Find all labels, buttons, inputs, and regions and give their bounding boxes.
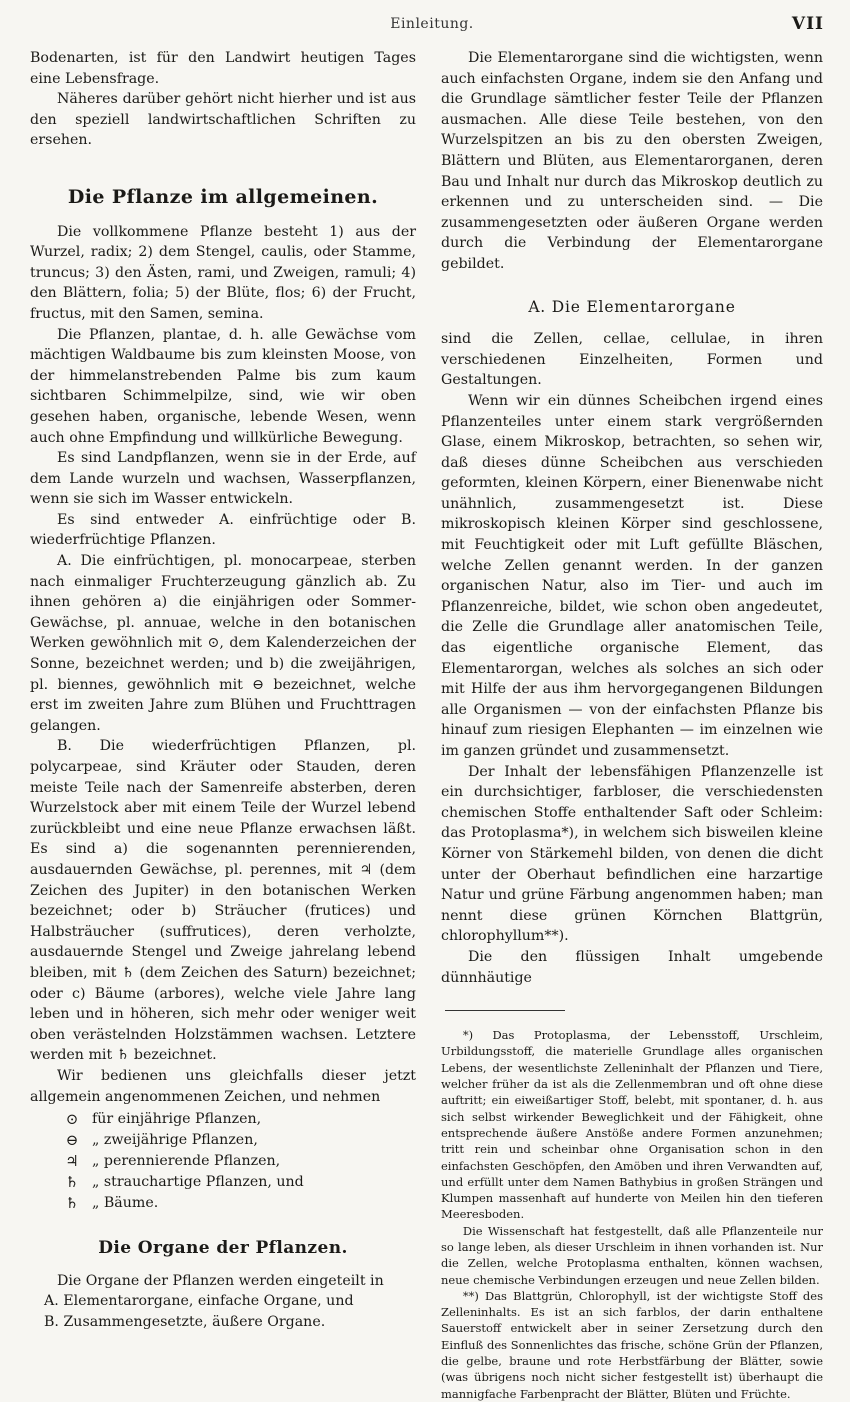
biennial-symbol-icon: ⊖ <box>65 1131 79 1150</box>
body-paragraph: Die vollkommene Pflanze besteht 1) aus der Wurzel, radix; 2) dem Stengel, caulis, oder Stamme, truncus; 3) den Ästen, rami, und Zweigen, ramuli; 4) den Blättern, folia; 5) der Blüte, flos; 6) der Frucht, fructus, mit den Samen, semina. <box>30 223 416 322</box>
body-paragraph: sind die Zellen, cellae, cellulae, in ihren verschiedenen Einzelheiten, Formen und Gestaltungen. <box>441 331 823 389</box>
footnote-divider <box>445 1010 565 1011</box>
symbol-row <box>58 1151 416 1172</box>
footnote: Die Wissenschaft hat festgestellt, daß alle Pflanzenteile nur so lange leben, als dieser Urschleim in ihnen vorhanden ist. Nur die Zellen, welche Protoplasma enthalten, können wachsen, neue chemische Verbindungen erzeugen und neue Zellen bilden. <box>441 1223 823 1287</box>
jupiter-symbol-icon: ♃ <box>65 1152 79 1171</box>
body-paragraph: Wenn wir ein dünnes Scheibchen irgend eines Pflanzenteiles unter einem stark vergrößernden Glase, einem Mikroskop, betrachten, so sehen wir, daß dieses dünne Scheibchen aus verschieden geformten, kleinen Körpern, einer Bienenwabe nicht unähnlich, zusammengesetzt ist. Diese mikroskopisch kleinen Körper sind geschlossene, mit Feuchtigkeit oder mit Luft gefüllte Bläschen, welche Zellen genannt werden. In der ganzen organischen Natur, also im Tier- und auch im Pflanzenreiche, bildet, wie schon oben angedeutet, die Zelle die Grundlage aller anatomischen Teile, das eigentliche organische Element, das Elementarorgan, welches als solches an sich oder mit Hilfe der aus ihm hervorgegangenen Bildungen alle Organismen — von der einfachsten Pflanze bis hinauf zum riesigen Elephanten — im einzelnen wie im ganzen gründet und zusammensetzt. <box>441 392 823 759</box>
left-column <box>30 48 416 1333</box>
symbol-label: „ zweijährige Pflanzen, <box>92 1132 258 1149</box>
symbol-label: für einjährige Pflanzen, <box>92 1111 262 1128</box>
page-number: VII <box>791 14 824 34</box>
intro-paragraph: Bodenarten, ist für den Landwirt heutigen Tages eine Lebensfrage. <box>30 50 416 87</box>
symbol-row <box>58 1193 416 1214</box>
symbol-label: „ perennierende Pflanzen, <box>92 1153 281 1170</box>
symbol-row <box>58 1172 416 1193</box>
right-column <box>441 48 823 1402</box>
organ-list-item: B. Zusammengesetzte, äußere Organe. <box>44 1314 326 1331</box>
symbol-row <box>58 1109 416 1130</box>
intro-paragraph: Die Elementarorgane sind die wichtigsten, wenn auch einfachsten Organe, indem sie den Anfang und die Grundlage sämtlicher fester Teile der Pflanzen ausmachen. Alle diese Teile bestehen, von den Wurzelspitzen an bis zu den obersten Zweigen, Blättern und Blüten, aus Elementarorganen, deren Bau und Inhalt nur durch das Mikroskop deutlich zu erkennen und zu unterscheiden sind. — Die zusammengesetzten oder äußeren Organe werden durch die Verbindung der Elementarorgane gebildet. <box>441 50 823 272</box>
symbol-label: „ Bäume. <box>92 1195 159 1212</box>
body-paragraph: B. Die wiederfrüchtigen Pflanzen, pl. polycarpeae, sind Kräuter oder Stauden, deren meiste Teile nach der Samenreife absterben, deren Wurzelstock aber mit einem Teile der Wurzel lebend zurückbleibt und eine neue Pflanze erwachsen läßt. Es sind a) die sogenannten perennierenden, ausdauernden Gewächse, pl. perennes, mit ♃ (dem Zeichen des Jupiter) in den botanischen Werken bezeichnet; oder b) Sträucher (frutices) und Halbsträucher (suffrutices), deren verholzte, ausdauernde Stengel und Zweige jahrelang lebend bleiben, mit ♄ (dem Zeichen des Saturn) bezeichnet; oder c) Bäume (arbores), welche viele Jahre lang leben und in höheren, sich mehr oder weniger weit oben verästelnden Holzstämmen wachsen. Letztere werden mit ♄ bezeichnet. <box>30 738 416 1064</box>
body-paragraph: Es sind Landpflanzen, wenn sie in der Erde, auf dem Lande wurzeln und wachsen, Wasserpflanzen, wenn sie sich im Wasser entwickeln. <box>30 450 416 508</box>
section-heading-organs: Die Organe der Pflanzen. <box>98 1238 348 1259</box>
body-paragraph: Die den flüssigen Inhalt umgebende dünnhäutige <box>441 948 823 986</box>
body-paragraph: Es sind entweder A. einfrüchtige oder B. wiederfrüchtige Pflanzen. <box>30 511 416 549</box>
body-paragraph: A. Die einfrüchtigen, pl. monocarpeae, sterben nach einmaliger Fruchterzeugung gänzlich ab. Zu ihnen gehören a) die einjährigen oder Sommer-Gewächse, pl. annuae, welche in den botanischen Werken gewöhnlich mit ⊙, dem Kalenderzeichen der Sonne, bezeichnet werden; und b) die zweijährigen, pl. biennes, gewöhnlich mit ⊖ bezeichnet, welche erst im zweiten Jahre zum Blühen und Fruchttragen gelangen. <box>30 553 416 734</box>
section-heading-plant-general: Die Pflanze im allgemeinen. <box>67 185 379 208</box>
footnote: **) Das Blattgrün, Chlorophyll, ist der wichtigste Stoff des Zelleninhalts. Es ist an sich farblos, der darin enthaltene Sauerstoff entwickelt aber in seiner Zersetzung durch den Einfluß des Sonnenlichtes das frische, schöne Grün der Pflanzen, die gelbe, braune und rote Herbstfärbung der Blätter, sowie (was übrigens noch nicht sicher festgestellt ist) überhaupt die mannigfache Farbenpracht der Blätter, Blüten und Früchte. <box>441 1288 823 1401</box>
footnote: *) Das Protoplasma, der Lebensstoff, Urschleim, Urbildungsstoff, die materielle Grundlage alles organischen Lebens, der wesentlichste Zelleninhalt der Pflanzen und Tiere, welcher früher da ist als die Zellenmembran und oft ohne diese auftritt; ein eiweißartiger Stoff, belebt, mit spontaner, d. h. aus sich selbst wirkender Beweglichkeit und der Fähigkeit, ohne entsprechende äußere Anstöße andere Formen anzunehmen; tritt rein und scheinbar ohne Organisation schon in den einfachsten Geschöpfen, den Amöben und ihren Verwandten auf, und erfüllt unter dem Namen Bathybius in großen Strängen und Klumpen massenhaft auf hunderte von Meilen hin den tieferen Meeresboden. <box>441 1028 823 1222</box>
saturn-symbol-icon: ♄ <box>65 1173 79 1192</box>
intro-paragraph: Näheres darüber gehört nicht hierher und ist aus den speziell landwirtschaftlichen Schriften zu ersehen. <box>30 91 416 149</box>
body-paragraph: Der Inhalt der lebensfähigen Pflanzenzelle ist ein durchsichtiger, farbloser, die verschiedensten chemischen Stoffe enthaltender Saft oder Schleim: das Protoplasma*), in welchem sich bisweilen kleine Körner von Stärkemehl bilden, von denen die dicht unter der Oberhaut befindlichen eine harzartige Natur und grüne Färbung angenommen haben; man nennt diese grünen Körnchen Blattgrün, chlorophyllum**). <box>441 763 823 945</box>
organ-list-item: A. Elementarorgane, einfache Organe, und <box>44 1293 354 1310</box>
body-paragraph: Wir bedienen uns gleichfalls dieser jetzt allgemein angenommenen Zeichen, und nehmen <box>30 1067 416 1105</box>
sun-symbol-icon: ⊙ <box>65 1110 79 1129</box>
body-paragraph: Die Pflanzen, plantae, d. h. alle Gewächse vom mächtigen Waldbaume bis zum kleinsten Moose, von der himmelanstrebenden Palme bis zum kaum sichtbaren Schimmelpilze, sind, wie wir oben gesehen haben, organische, lebende Wesen, wenn auch ohne Empfindung und willkürliche Bewegung. <box>30 326 416 446</box>
symbol-label: „ strauchartige Pflanzen, und <box>92 1174 304 1191</box>
running-title: Einleitung. <box>390 16 474 32</box>
organs-intro: Die Organe der Pflanzen werden eingeteilt in <box>56 1272 384 1289</box>
tree-symbol-icon: ♄ <box>65 1194 79 1213</box>
organ-list <box>44 1291 416 1333</box>
page-header <box>40 16 824 42</box>
symbol-list <box>58 1109 416 1214</box>
subheading-elementary-organs: A. Die Elementarorgane <box>528 297 736 316</box>
symbol-row <box>58 1130 416 1151</box>
